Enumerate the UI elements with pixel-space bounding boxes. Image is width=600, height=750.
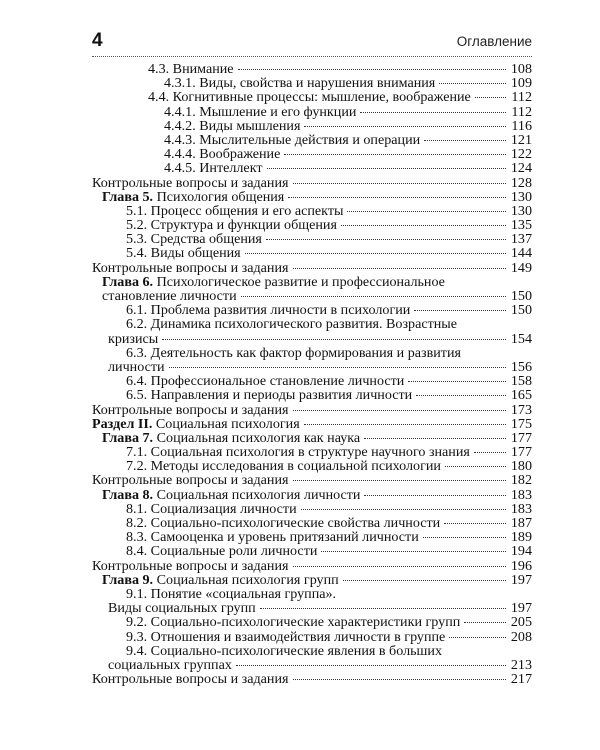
toc-entry[interactable]	[92, 204, 532, 218]
toc-line	[92, 516, 532, 530]
toc-entry[interactable]	[92, 445, 532, 459]
toc-line	[92, 601, 532, 615]
toc-entry[interactable]	[92, 346, 532, 374]
toc-entry-title: 8.3. Самооценка и уровень притязаний личности	[126, 529, 419, 546]
toc-line	[92, 62, 532, 76]
dot-leader	[236, 665, 506, 666]
toc-page-number: 156	[510, 358, 532, 375]
toc-line	[92, 658, 532, 672]
toc-entry[interactable]	[92, 573, 532, 587]
toc-line	[92, 133, 532, 147]
toc-entry-title: 4.4.2. Виды мышления	[164, 117, 301, 134]
toc-entry-prefix: Глава 6.	[102, 273, 154, 290]
toc-entry[interactable]	[92, 275, 532, 303]
toc-line	[92, 403, 532, 417]
toc-page-number: 177	[510, 444, 532, 461]
toc-page-number: 213	[510, 656, 532, 673]
toc-line	[92, 473, 532, 487]
toc-line	[92, 232, 532, 246]
toc-entry-title: 9.3. Отношения и взаимодействия личности в группе	[126, 628, 446, 645]
toc-line	[92, 587, 532, 601]
toc-entry-title: 5.1. Процесс общения и его аспекты	[126, 202, 344, 219]
toc-entry-title: 8.2. Социально-психологические свойства личности	[126, 515, 441, 531]
toc-entry-title: Контрольные вопросы и задания	[92, 671, 289, 688]
dot-leader	[293, 268, 506, 269]
toc-page-number: 112	[511, 89, 532, 106]
toc-entry[interactable]	[92, 190, 532, 204]
toc-entry-title: 9.4. Социально-психологические явления в больших	[126, 642, 442, 659]
dot-leader	[464, 622, 506, 623]
toc-entry-title: 4.4. Когнитивные процессы: мышление, воображение	[148, 89, 471, 106]
dot-leader	[267, 168, 506, 169]
dot-leader	[321, 551, 506, 552]
dot-leader	[293, 679, 506, 680]
dot-leader	[416, 395, 506, 396]
toc-line	[92, 530, 532, 544]
toc-entry[interactable]	[92, 374, 532, 388]
toc-entry[interactable]	[92, 90, 532, 104]
toc-page-number: 109	[510, 75, 532, 92]
toc-page-number: 183	[510, 500, 532, 517]
toc-entry[interactable]	[92, 232, 532, 246]
toc-page-number: 189	[510, 529, 532, 546]
toc-page-number: 108	[510, 61, 532, 77]
dot-leader	[293, 183, 506, 184]
toc-page-number: 130	[510, 202, 532, 219]
toc-entry-title: личности	[108, 358, 165, 375]
toc-entry[interactable]	[92, 317, 532, 345]
dot-leader	[341, 225, 506, 226]
toc-line	[92, 261, 532, 275]
toc-entry-title: 5.4. Виды общения	[126, 245, 241, 262]
toc-line	[92, 559, 532, 573]
toc-entry[interactable]	[92, 488, 532, 502]
toc-entry[interactable]	[92, 62, 532, 76]
toc-entry[interactable]	[92, 516, 532, 530]
toc-entry-title: Глава 5. Психология общения	[102, 188, 285, 205]
toc-line	[92, 289, 532, 303]
toc-entry[interactable]	[92, 133, 532, 147]
toc-entry-title: Контрольные вопросы и задания	[92, 401, 289, 418]
toc-page-number: 165	[510, 387, 532, 404]
toc-entry[interactable]	[92, 559, 532, 573]
dot-leader	[293, 410, 506, 411]
toc-entry-title: Контрольные вопросы и задания	[92, 557, 289, 574]
toc-line	[92, 388, 532, 402]
dot-leader	[238, 69, 506, 70]
toc-page-number: 128	[510, 174, 532, 191]
toc-entry-title: 4.4.5. Интеллект	[164, 160, 263, 177]
toc-entry-title: 8.4. Социальные роли личности	[126, 543, 318, 560]
toc-line	[92, 204, 532, 218]
toc-entry-title: Виды социальных групп	[108, 600, 256, 617]
toc-entry[interactable]	[92, 218, 532, 232]
toc-entry-title: 4.4.1. Мышление и его функции	[164, 103, 357, 120]
dot-leader	[284, 154, 506, 155]
toc-line	[92, 417, 532, 431]
dot-leader	[304, 424, 506, 425]
toc-entry-prefix: Глава 8.	[102, 486, 154, 503]
toc-entry-title: 4.3.1. Виды, свойства и нарушения внимания	[164, 75, 436, 92]
toc-entry-title: 6.1. Проблема развития личности в психологии	[126, 302, 411, 319]
toc-line	[92, 615, 532, 629]
dot-leader	[445, 466, 506, 467]
toc-line	[92, 544, 532, 558]
dot-leader	[304, 126, 506, 127]
toc-line	[92, 445, 532, 459]
dot-leader	[245, 253, 506, 254]
toc-entry-title: 9.2. Социально-психологические характеристики групп	[126, 614, 461, 631]
toc-page-number: 116	[511, 117, 532, 134]
toc-entry[interactable]	[92, 403, 532, 417]
dot-leader	[449, 637, 506, 638]
toc-entry-prefix: Раздел II.	[92, 415, 153, 432]
dot-leader	[474, 452, 506, 453]
toc-line	[92, 672, 532, 686]
toc-line	[92, 374, 532, 388]
toc-page-number: 197	[510, 571, 532, 588]
toc-line	[92, 275, 532, 289]
toc-page-number: 183	[510, 486, 532, 503]
toc-page-number: 137	[510, 231, 532, 248]
toc-entry-title: 7.2. Методы исследования в социальной психологии	[126, 458, 441, 475]
toc-line	[92, 218, 532, 232]
toc-entry[interactable]	[92, 587, 532, 615]
dot-leader	[266, 239, 506, 240]
toc-entry-title: 7.1. Социальная психология в структуре научного знания	[126, 444, 470, 461]
dot-leader	[360, 112, 506, 113]
toc-line	[92, 502, 532, 516]
toc-line	[92, 459, 532, 473]
dot-leader	[162, 339, 506, 340]
dot-leader	[364, 438, 506, 439]
toc-entry-prefix: Глава 9.	[102, 571, 154, 588]
toc-page-number: 175	[510, 415, 532, 432]
toc-page-number: 196	[510, 557, 532, 574]
dot-leader	[169, 367, 506, 368]
toc-entry-title: 6.4. Профессиональное становление личности	[126, 373, 405, 390]
dot-leader	[301, 509, 506, 510]
dot-leader	[414, 310, 506, 311]
toc-line	[92, 573, 532, 587]
dot-leader	[293, 480, 506, 481]
toc-page-number: 149	[510, 259, 532, 276]
toc-line	[92, 105, 532, 119]
dot-leader	[439, 83, 506, 84]
toc-entry-title: Контрольные вопросы и задания	[92, 259, 289, 276]
toc-line	[92, 246, 532, 260]
toc-entry-title: 9.1. Понятие «социальная группа».	[126, 585, 337, 602]
toc-entry-title: Глава 8. Социальная психология личности	[102, 486, 361, 503]
toc-entry-title: Глава 7. Социальная психология как наука	[102, 429, 361, 446]
toc-page-number: 154	[510, 330, 532, 347]
toc-entry[interactable]	[92, 459, 532, 473]
dot-leader	[408, 381, 506, 382]
toc-page-number: 158	[510, 373, 532, 390]
toc-page-number: 182	[510, 472, 532, 489]
toc-entry-title: 5.2. Структура и функции общения	[126, 217, 337, 234]
toc-page-number: 121	[510, 131, 532, 148]
toc-line	[92, 488, 532, 502]
dot-leader	[424, 140, 506, 141]
toc-entry[interactable]	[92, 417, 532, 431]
toc-line	[92, 161, 532, 175]
toc-entry-title: 4.4.4. Воображение	[164, 146, 281, 163]
toc-entry[interactable]	[92, 176, 532, 190]
dot-leader	[260, 608, 506, 609]
toc-entry-title: кризисы	[108, 330, 159, 347]
toc-page-number: 144	[510, 245, 532, 262]
toc-entry-title: Контрольные вопросы и задания	[92, 472, 289, 489]
toc-line	[92, 630, 532, 644]
toc-line	[92, 90, 532, 104]
toc-page-number: 208	[510, 628, 532, 645]
toc-entry[interactable]	[92, 615, 532, 629]
page-number: 4	[92, 30, 103, 51]
toc-entry[interactable]	[92, 261, 532, 275]
toc-page-number: 150	[510, 288, 532, 304]
toc-entry[interactable]	[92, 502, 532, 516]
toc-line	[92, 190, 532, 204]
dot-leader	[475, 97, 506, 98]
toc-entry-title: 8.1. Социализация личности	[126, 500, 297, 517]
toc-entry-title: Контрольные вопросы и задания	[92, 174, 289, 191]
toc-page-number: 122	[510, 146, 532, 163]
toc-line	[92, 303, 532, 317]
dot-leader	[293, 566, 506, 567]
toc-entry-prefix: Глава 5.	[102, 188, 154, 205]
toc-entry-title: Глава 6. Психологическое развитие и профессиональное	[102, 273, 445, 290]
toc-entry-title: 4.3. Внимание	[148, 61, 234, 77]
dot-leader	[364, 495, 506, 496]
toc-entry[interactable]	[92, 119, 532, 133]
dot-leader	[347, 211, 506, 212]
toc-entry[interactable]	[92, 672, 532, 686]
toc-entry[interactable]	[92, 147, 532, 161]
toc-entry[interactable]	[92, 530, 532, 544]
toc-entry[interactable]	[92, 630, 532, 644]
toc-entry[interactable]	[92, 544, 532, 558]
toc-line	[92, 147, 532, 161]
toc-entry-title: становление личности	[102, 288, 237, 304]
toc-entry[interactable]	[92, 388, 532, 402]
toc-entry[interactable]	[92, 473, 532, 487]
toc-page-number: 180	[510, 458, 532, 475]
toc-entry-prefix: Глава 7.	[102, 429, 154, 446]
toc-entry[interactable]	[92, 105, 532, 119]
dot-leader	[444, 523, 506, 524]
toc-entry[interactable]	[92, 303, 532, 317]
toc-line	[92, 317, 532, 331]
toc-line	[92, 76, 532, 90]
toc-entry-title: 6.3. Деятельность как фактор формирования и развития	[126, 344, 461, 361]
toc-page-number: 194	[510, 543, 532, 560]
toc-page-number: 205	[510, 614, 532, 631]
toc-page-number: 217	[510, 671, 532, 688]
toc-page-number: 112	[511, 103, 532, 120]
dot-leader	[423, 537, 506, 538]
toc-page-number: 187	[510, 515, 532, 531]
dot-leader	[241, 296, 506, 297]
table-of-contents	[92, 62, 532, 686]
dot-leader	[288, 197, 506, 198]
dot-leader	[343, 580, 506, 581]
toc-page-number: 135	[510, 217, 532, 234]
toc-entry-title: Глава 9. Социальная психология групп	[102, 571, 339, 588]
toc-entry-title: 4.4.3. Мыслительные действия и операции	[164, 131, 421, 148]
toc-entry[interactable]	[92, 644, 532, 672]
toc-line	[92, 176, 532, 190]
toc-entry-title: Раздел II. Социальная психология	[92, 415, 300, 432]
toc-entry[interactable]	[92, 161, 532, 175]
toc-line	[92, 332, 532, 346]
toc-entry[interactable]	[92, 431, 532, 445]
toc-line	[92, 360, 532, 374]
toc-page-number: 177	[510, 429, 532, 446]
toc-page-number: 150	[510, 302, 532, 319]
toc-entry-title: 6.2. Динамика психологического развития. Возрастные	[126, 316, 458, 333]
toc-page-number: 173	[510, 401, 532, 418]
toc-page-number: 197	[510, 600, 532, 617]
toc-entry[interactable]	[92, 76, 532, 90]
page-header	[92, 30, 532, 57]
toc-line	[92, 644, 532, 658]
toc-line	[92, 431, 532, 445]
toc-line	[92, 119, 532, 133]
toc-line	[92, 346, 532, 360]
toc-entry[interactable]	[92, 246, 532, 260]
section-title: Оглавление	[456, 34, 532, 49]
toc-entry-title: социальных группах	[108, 656, 232, 673]
toc-entry-title: 5.3. Средства общения	[126, 231, 262, 248]
toc-page-number: 124	[510, 160, 532, 177]
toc-entry-title: 6.5. Направления и периоды развития личности	[126, 387, 413, 404]
toc-page-number: 130	[510, 188, 532, 205]
